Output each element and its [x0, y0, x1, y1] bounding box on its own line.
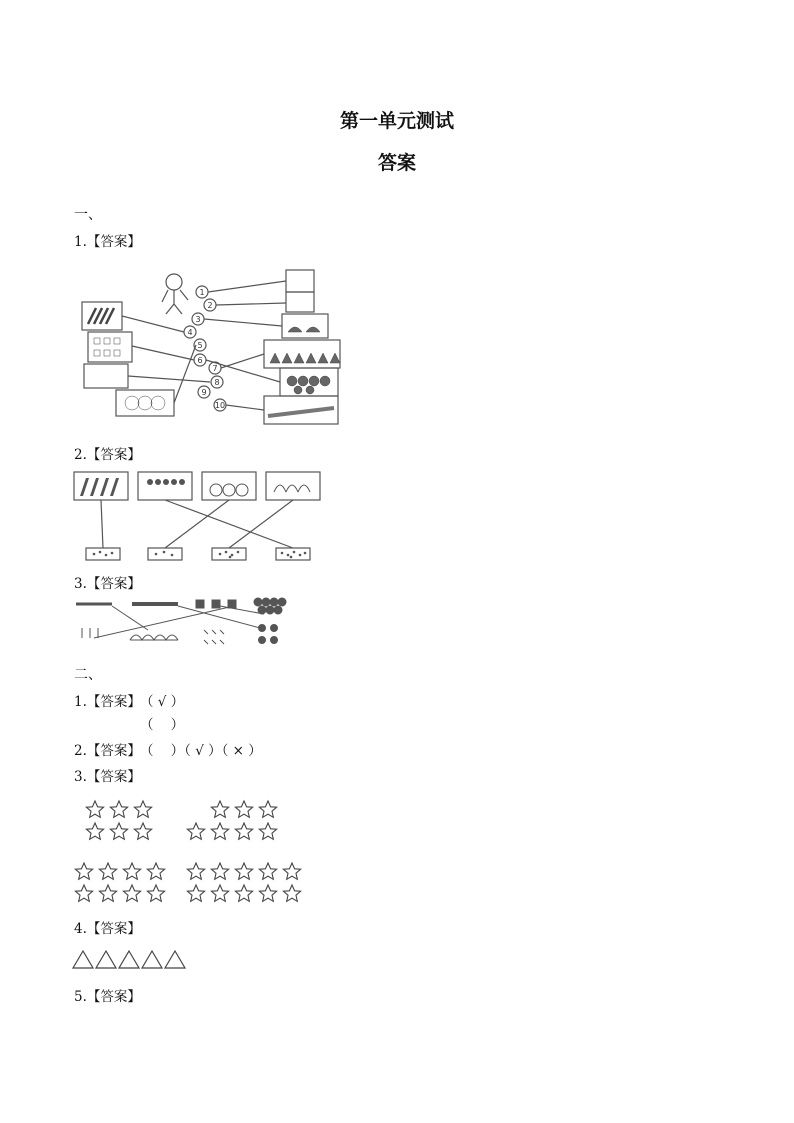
dot-box-1	[86, 548, 120, 560]
s2-q1-answer-1: （ √ ）	[140, 694, 185, 710]
kid-figure	[166, 274, 182, 290]
num-4: 4	[187, 328, 193, 337]
num-10: 10	[214, 401, 226, 410]
s2-q1-label: 1.【答案】	[74, 694, 141, 710]
cap-box	[282, 314, 328, 338]
ring-box	[116, 390, 174, 416]
s2-q3-label: 3.【答案】	[74, 769, 141, 785]
page-subtitle: 答案	[377, 152, 416, 174]
triangle-4	[142, 951, 162, 968]
s1-q3-label: 3.【答案】	[74, 576, 141, 592]
s1-q3-figure	[72, 594, 292, 650]
triangle-1	[73, 951, 93, 968]
kids-box	[286, 270, 314, 292]
star-group-1	[86, 801, 151, 839]
s1-q1-label: 1.【答案】	[74, 234, 141, 250]
num-3: 3	[195, 315, 201, 324]
s2-q5-label: 5.【答案】	[74, 989, 141, 1005]
num-2: 2	[207, 301, 213, 310]
section-2-heading: 二、	[74, 667, 102, 683]
dot-box-2	[148, 548, 182, 560]
triangle-5	[165, 951, 185, 968]
star-group-2	[187, 801, 276, 839]
s2-q3-stars-figure	[72, 796, 306, 908]
s2-q2-label: 2.【答案】	[74, 743, 141, 759]
s2-q4-label: 4.【答案】	[74, 921, 141, 937]
page-title: 第一单元测试	[339, 110, 454, 132]
chair-box	[88, 332, 132, 362]
num-6: 6	[197, 356, 203, 365]
star-group-4	[187, 863, 300, 901]
s2-q1-answer-2: （ ）	[140, 717, 185, 733]
dot-box-3	[212, 548, 246, 560]
pepper-box	[82, 302, 122, 330]
s2-q2-answers: （ ）（ √ ）（ × ）	[140, 743, 262, 759]
star-box	[84, 364, 128, 388]
rooster-box	[286, 292, 314, 312]
img-box-2	[138, 472, 192, 500]
num-7: 7	[212, 364, 218, 373]
num-1: 1	[199, 288, 205, 297]
star-group-3	[75, 863, 164, 901]
triangle-3	[119, 951, 139, 968]
s1-q1-figure	[70, 258, 350, 430]
s1-q2-figure	[72, 470, 324, 562]
num-9: 9	[201, 388, 207, 397]
s1-q2-label: 2.【答案】	[74, 447, 141, 463]
img-box-4	[266, 472, 320, 500]
triangle-2	[96, 951, 116, 968]
s2-q4-triangles	[72, 948, 186, 970]
num-8: 8	[214, 378, 220, 387]
num-5: 5	[197, 341, 203, 350]
section-1-heading: 一、	[74, 207, 102, 223]
